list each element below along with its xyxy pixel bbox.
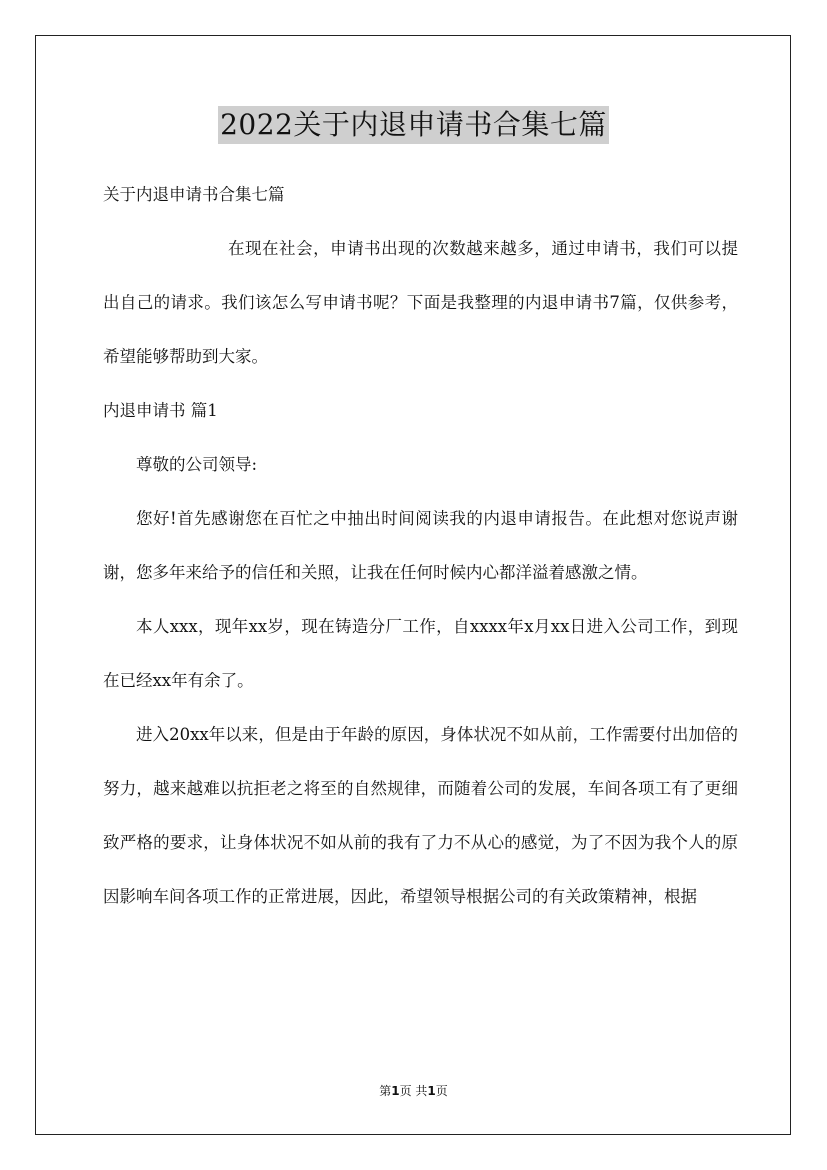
document-subtitle: 关于内退申请书合集七篇: [103, 185, 285, 204]
document-title: [0, 104, 827, 144]
page-label-suffix: 页: [435, 1084, 448, 1098]
page-label-prefix: 第: [379, 1084, 392, 1098]
salutation: 尊敬的公司领导:: [136, 455, 258, 474]
section-heading: 内退申请书 篇1: [103, 401, 218, 420]
page-current-number: 1: [391, 1084, 400, 1098]
document-body: [103, 168, 738, 924]
page-total-number: 1: [427, 1084, 436, 1098]
page-label-mid: 页 共: [399, 1084, 428, 1098]
intro-paragraph: 在现在社会，申请书出现的次数越来越多，通过申请书，我们可以提出自己的请求。我们该怎么写申请书呢？下面是我整理的内退申请书7篇，仅供参考，希望能够帮助到大家。: [103, 239, 738, 366]
body-paragraph: 进入20xx年以来，但是由于年龄的原因，身体状况不如从前，工作需要付出加倍的努力，越来越难以抗拒老之将至的自然规律，而随着公司的发展，车间各项工有了更细致严格的要求，让身体状况不如从前的我有了力不从心的感觉，为了不因为我个人的原因影响车间各项工作的正常进展，因此，希望领导根据公司的有关政策精神，根据: [103, 725, 738, 906]
body-paragraph: 您好!首先感谢您在百忙之中抽出时间阅读我的内退申请报告。在此想对您说声谢谢，您多年来给予的信任和关照，让我在任何时候内心都洋溢着感激之情。: [103, 509, 738, 582]
page-footer: [0, 1083, 827, 1099]
document-title-text: 2022关于内退申请书合集七篇: [218, 106, 609, 144]
body-paragraph: 本人xxx，现年xx岁，现在铸造分厂工作，自xxxx年x月xx日进入公司工作，到现在已经xx年有余了。: [103, 617, 738, 690]
